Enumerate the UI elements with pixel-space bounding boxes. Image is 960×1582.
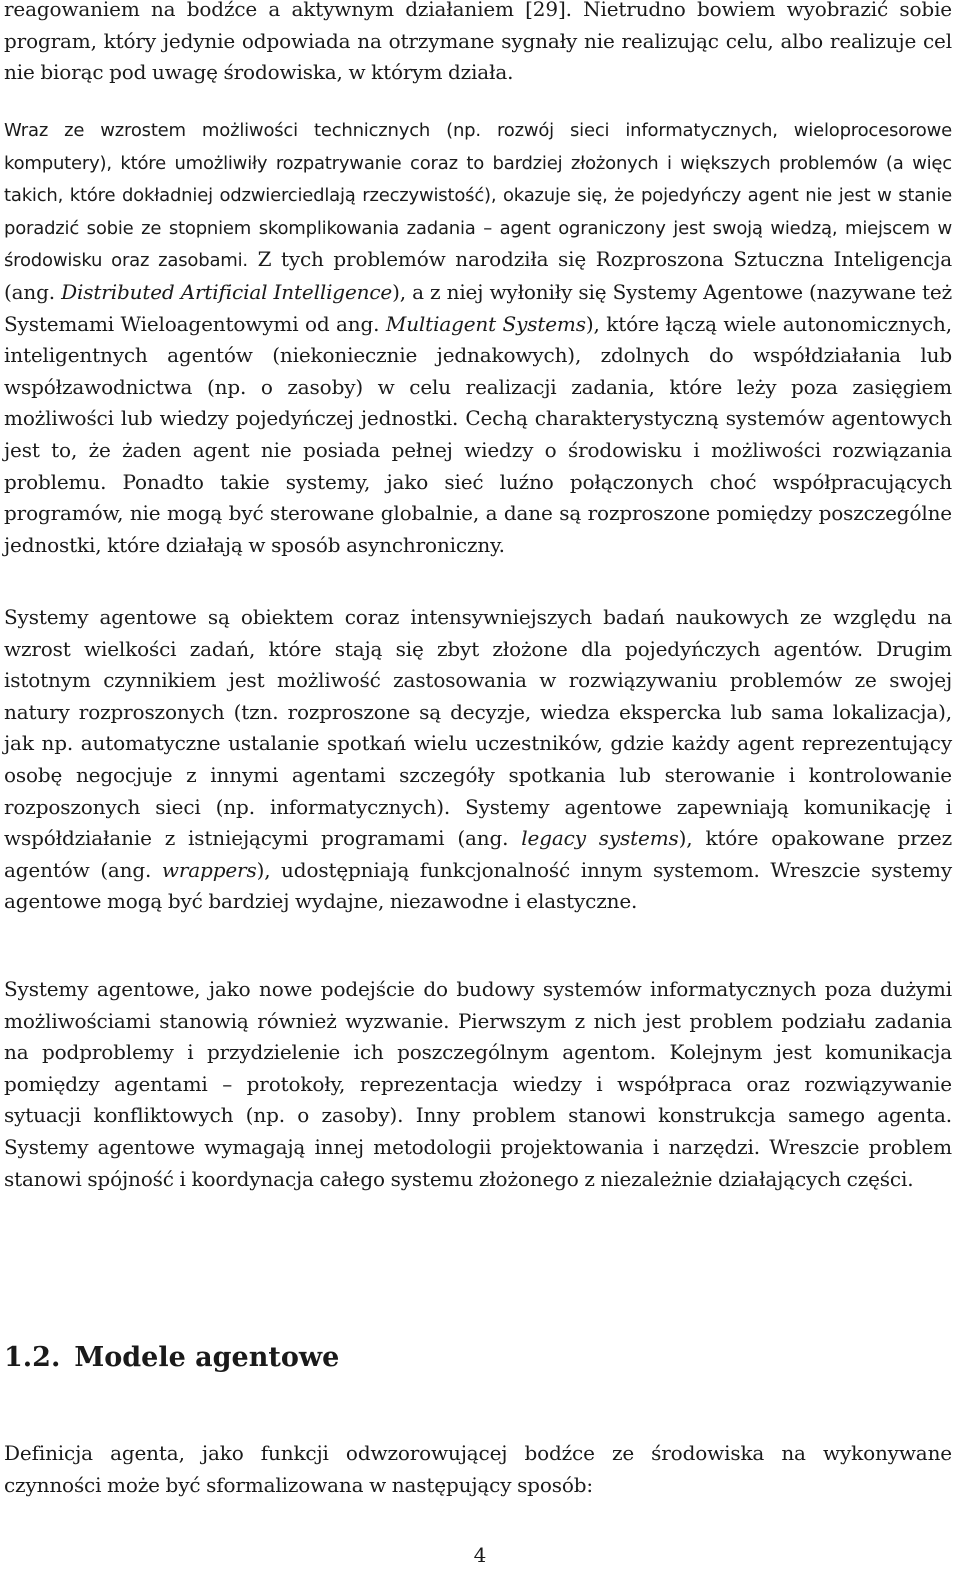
section-title: Modele agentowe <box>74 1342 340 1373</box>
paragraph-3 <box>4 602 952 918</box>
paragraph-2-term-mas: Multiagent Systems <box>385 311 586 336</box>
paragraph-2 <box>4 114 952 561</box>
paragraph-4-text: Systemy agentowe, jako nowe podejście do budowy systemów informatycznych poza dużymi możliwościami stanowią również wyzwanie. Pierwszym z nich jest problem podziału zadania na podproblemy i przydzielenie ich poszczególnym agentom. Kolejnym jest komunikacja pomiędzy agentami – protokoły, reprezentacja wiedzy i współpraca oraz rozwiązywanie sytuacji konfliktowych (np. o zasoby). Inny problem stanowi konstrukcja samego agenta. Systemy agentowe wymagają innej metodologii projektowania i narzędzi. Wreszcie problem stanowi spójność i koordynacja całego systemu złożonego z niezależnie działających części. <box>4 977 952 1191</box>
paragraph-3-text-a: Systemy agentowe są obiektem coraz intensywniejszych badań naukowych ze względu na wzrost wielkości zadań, które stają się zbyt złożone dla pojedyńczych agentów. Drugim istotnym czynnikiem jest możliwość zastosowania w rozwiązywaniu problemów ze swojej natury rozproszonych (tzn. rozproszone są decyzje, wiedza ekspercka lub sama lokalizacja), jak np. automatyczne ustalanie spotkań wielu uczestników, gdzie każdy agent reprezentujący osobę negocjuje z innymi agentami szczegóły spotkania lub sterowanie i kontrolowanie rozposzonych sieci (np. informatycznych). Systemy agentowe zapewniają komunikację i współdziałanie z istniejącymi programami (ang. <box>4 605 952 851</box>
paragraph-3-term-legacy: legacy systems <box>521 826 679 851</box>
paragraph-2-term-dai: Distributed Artificial Intelligence <box>61 279 393 304</box>
page-number: 4 <box>473 1543 487 1567</box>
paragraph-2-sans-text: Wraz ze wzrostem możliwości technicznych (np. rozwój sieci informatycznych, wieloprocesorowe komputery), które umożliwiły rozpatrywanie coraz to bardziej złożonych i większych problemów (a więc takich, które dokładniej odzwierciedlają rzeczywistość), okazuje się, że pojedyńczy agent nie jest w stanie poradzić sobie ze stopniem skomplikowania zadania – agent ograniczony jest swoją wiedzą, miejscem w środowisku oraz zasobami. <box>4 120 952 272</box>
paragraph-5 <box>4 1438 952 1501</box>
paragraph-5-text: Definicja agenta, jako funkcji odwzorowującej bodźce ze środowiska na wykonywane czynności może być sformalizowana w następujący sposób: <box>4 1441 952 1497</box>
paragraph-3-text-b: ), które opakowane przez agentów (ang. <box>4 826 952 882</box>
section-heading <box>4 1338 339 1378</box>
paragraph-2-text-a: Z tych problemów narodziła się Rozproszona Sztuczna Inteligencja (ang. <box>4 247 952 304</box>
section-number: 1.2. <box>4 1342 61 1373</box>
paragraph-4 <box>4 974 952 1195</box>
paragraph-2-text-c: ), które łączą wiele autonomicznych, inteligentnych agentów (niekoniecznie jednakowych), zdolnych do współdziałania lub współzawodnictwa (np. o zasoby) w celu realizacji zadania, które leży poza zasięgiem możliwości lub wiedzy pojedyńczej jednostki. Cechą charakterystyczną systemów agentowych jest to, że żaden agent nie posiada pełnej wiedzy o środowisku i możliwości rozwiązania problemu. Ponadto takie systemy, jako sieć luźno połączonych choć współpracujących programów, nie mogą być sterowane globalnie, a dane są rozproszone pomiędzy poszczególne jednostki, które działają w sposób asynchroniczny. <box>4 311 952 557</box>
paragraph-1-text: reagowaniem na bodźce a aktywnym działaniem [29]. Nietrudno bowiem wyobrazić sobie program, który jedynie odpowiada na otrzymane sygnały nie realizując celu, albo realizuje cel nie biorąc pod uwagę środowiska, w którym działa. <box>4 0 952 85</box>
paragraph-3-text-c: ), udostępniają funkcjonalność innym systemom. Wreszcie systemy agentowe mogą być bardziej wydajne, niezawodne i elastyczne. <box>4 857 952 914</box>
paragraph-3-term-wrappers: wrappers <box>161 857 257 882</box>
paragraph-1 <box>4 0 952 89</box>
paragraph-2-text-b: ), a z niej wyłoniły się Systemy Agentowe (nazywane też Systemami Wieloagentowymi od ang. <box>4 279 952 336</box>
